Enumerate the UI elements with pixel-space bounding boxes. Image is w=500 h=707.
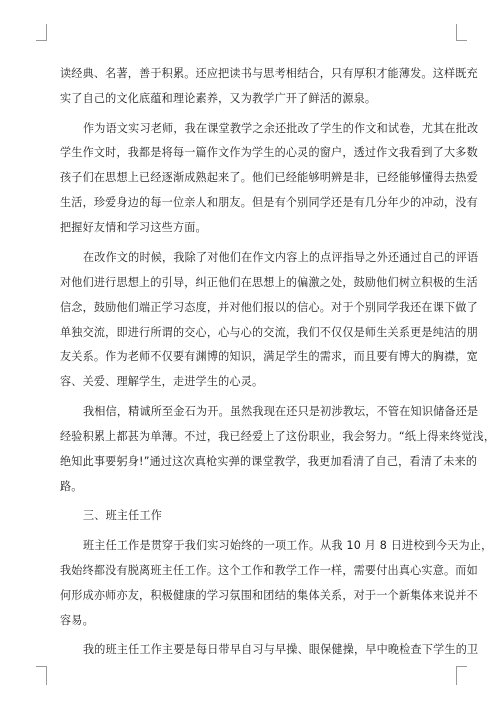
text-line: 容易。 xyxy=(60,613,94,627)
crop-mark-top-right xyxy=(456,24,467,41)
paragraph xyxy=(60,534,493,634)
text-line: 我的班主任工作主要是每日带早自习与早操、眼保健操，早中晚检查下学生的卫 xyxy=(83,643,479,657)
text-line: 学生作文时，我都是将每一篇作文作为学生的心灵的窗户，透过作文我看到了大多数 xyxy=(60,146,478,160)
text-line: 路。 xyxy=(60,479,83,493)
text-line: 友关系。作为老师不仅要有渊博的知识，满足学生的需求，而且要有博大的胸襟，宽 xyxy=(60,350,478,364)
text-line: 我始终都没有脱离班主任工作。这个工作和教学工作一样，需要付出真心实意。而如 xyxy=(60,563,478,577)
text-line: 经验积累上都甚为单薄。不过，我已经爱上了这份职业，我会努力。“纸上得来终觉浅， xyxy=(60,429,496,443)
crop-mark-bottom-right xyxy=(456,666,467,685)
paragraph xyxy=(60,117,479,241)
text-line: 孩子们在思想上已经逐渐成熟起来了。他们已经能够明辨是非，已经能够懂得去热爱 xyxy=(60,171,478,185)
text-line: 何形成亦师亦友，积极健康的学习氛围和团结的集体关系，对于一个新集体来说并不 xyxy=(60,588,478,602)
text-line: 单独交流，即进行所谓的交心，心与心的交流，我们不仅仅是师生关系更是纯洁的朋 xyxy=(60,325,478,339)
text-line: 读经典、名著，善于积累。还应把读书与思考相结合，只有厚积才能薄发。这样既充 xyxy=(60,67,478,80)
text-line: 生活，珍爱身边的每一位亲人和朋友。但是有个别同学还是有几分年少的冲动，没有 xyxy=(60,196,478,210)
text-line: 对他们进行思想上的引导，纠正他们在思想上的偏激之处，鼓励他们树立积极的生活 xyxy=(60,275,478,289)
text-line: 在改作文的时候，我除了对他们在作文内容上的点评指导之外还通过自己的评语 xyxy=(83,250,479,264)
text-line: 作为语文实习老师，我在课堂教学之余还批改了学生的作文和试卷，尤其在批改 xyxy=(83,121,479,135)
section-heading xyxy=(60,504,444,529)
text-line: 三、班主任工作 xyxy=(83,509,163,523)
document-body xyxy=(60,62,496,663)
text-line: 把握好友情和学习这些方面。 xyxy=(60,221,207,235)
text-line: 我相信，精诚所至金石为开。虽然我现在还只是初涉教坛，不管在知识储备还是 xyxy=(83,404,479,418)
crop-mark-top-left xyxy=(36,24,47,41)
paragraph xyxy=(60,400,496,500)
paragraph xyxy=(60,246,479,395)
crop-mark-bottom-left xyxy=(36,666,47,685)
text-line: 绝知此事要躬身!”通过这次真枪实弹的课堂教学，我更加看清了自己，看清了未来的 xyxy=(60,454,478,468)
text-line: 信念，鼓励他们端正学习态度，并对他们报以的信心。对于个别同学我还在课下做了 xyxy=(60,300,478,314)
text-line: 容、关爱、理解学生，走进学生的心灵。 xyxy=(60,375,264,389)
paragraph xyxy=(60,638,479,663)
text-line: 班主任工作是贯穿于我们实习始终的一项工作。从我 10 月 8 日进校到今天为止， xyxy=(83,539,493,553)
text-line: 实了自己的文化底蕴和理论素养，又为教学广开了鲜活的源泉。 xyxy=(60,91,377,105)
paragraph xyxy=(60,62,478,112)
